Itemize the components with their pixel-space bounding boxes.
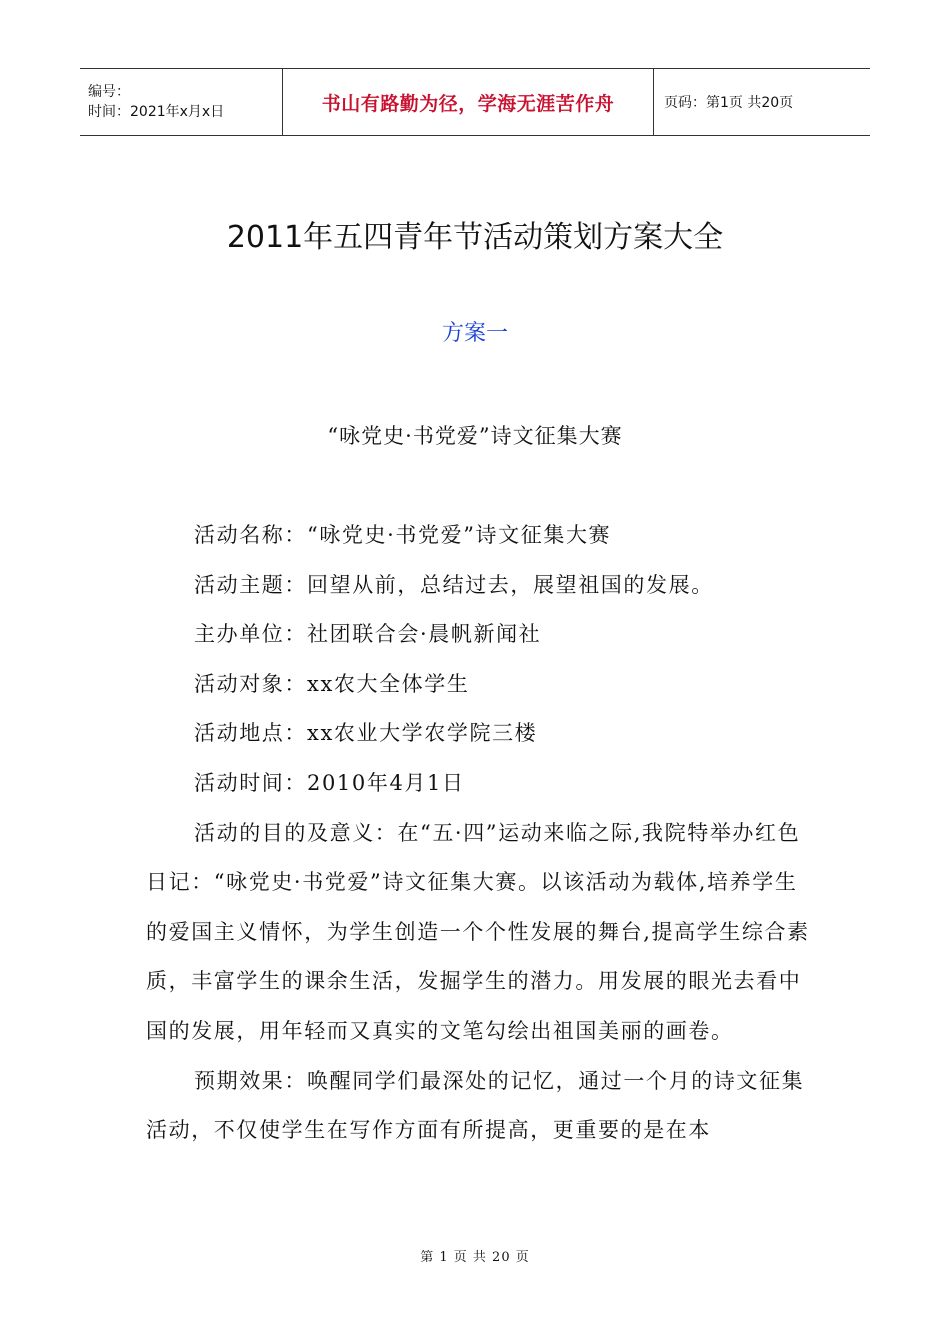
event-subtitle: “咏党史·书党爱”诗文征集大赛 [327,424,623,448]
paragraph-purpose: 活动的目的及意义：在“五·四”运动来临之际,我院特举办红色日记：“咏党史·书党爱”诗文征集大赛。以该活动为载体,培养学生的爱国主义情怀，为学生创造一个个性发展的舞台,提高学生综合素质，丰富学生的课余生活，发掘学生的潜力。用发展的眼光去看中国的发展，用年轻而又真实的文笔勾绘出祖国美丽的画卷。 [146,820,810,1043]
section-title: 方案一 [441,321,508,346]
header-motto: 书山有路勤为径，学海无涯苦作舟 [282,69,654,135]
document-date: 时间：2021年x月x日 [88,104,225,120]
header-meta [80,69,282,135]
document-body [146,511,816,1156]
paragraph-expected-effect: 预期效果：唤醒同学们最深处的记忆，通过一个月的诗文征集活动，不仅使学生在写作方面有所提高，更重要的是在本 [146,1068,805,1143]
field-organizer: 主办单位：社团联合会·晨帆新闻社 [194,622,542,647]
field-location: 活动地点：xx农业大学农学院三楼 [194,721,538,746]
field-time: 活动时间：2010年4月1日 [194,770,465,795]
field-target-audience: 活动对象：xx农大全体学生 [194,671,470,696]
header-table [80,68,870,136]
document-title: 2011年五四青年节活动策划方案大全 [226,220,724,255]
field-activity-name: 活动名称：“咏党史·书党爱”诗文征集大赛 [194,523,612,547]
header-page-info: 页码：第1页 共20页 [664,95,794,111]
field-activity-theme: 活动主题：回望从前，总结过去，展望祖国的发展。 [194,572,714,597]
document-number-label: 编号： [88,84,130,100]
page-footer: 第 1 页 共 20 页 [420,1250,530,1265]
